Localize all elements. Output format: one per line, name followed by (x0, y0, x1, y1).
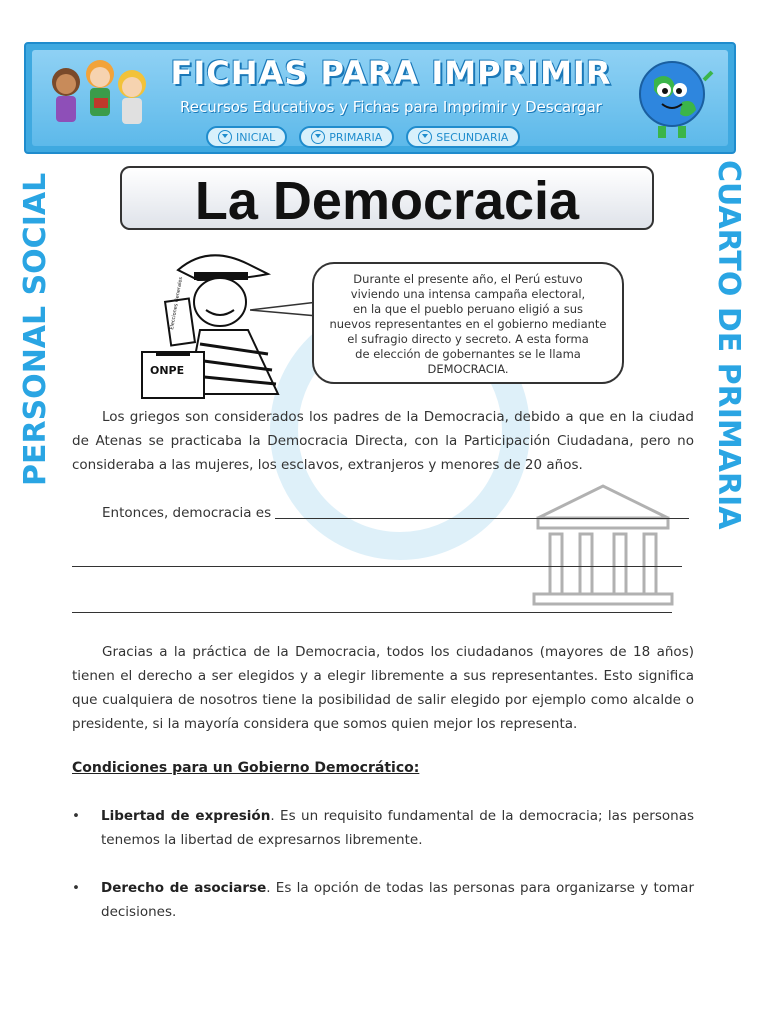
bubble-tail (250, 300, 320, 320)
nav-primaria[interactable] (299, 126, 394, 148)
page-title: La Democracia (194, 171, 580, 231)
nav-inicial[interactable] (206, 126, 287, 148)
bubble-line: Durante el presente año, el Perú estuvo (353, 272, 583, 286)
nav-label: PRIMARIA (329, 130, 383, 144)
banner-subtitle: Recursos Educativos y Fichas para Imprimir y Descargar (180, 98, 602, 116)
kids-illustration (38, 52, 156, 144)
bullet-icon: • (72, 880, 80, 896)
speech-bubble (312, 262, 624, 384)
conditions-heading: Condiciones para un Gobierno Democrático: (72, 760, 420, 776)
header-banner (24, 42, 736, 154)
bullet-text: . Es un requisito fundamental de la democracia; las personas tenemos la libertad de expresarnos libremente. (101, 808, 694, 848)
bullet-text: . Es la opción de todas las personas para organizarse y tomar decisiones. (101, 880, 694, 920)
answer-line[interactable] (275, 518, 689, 519)
side-label-right (704, 160, 750, 530)
grade-label: CUARTO DE PRIMARIA (711, 160, 746, 530)
title-box (120, 166, 654, 230)
bubble-line: DEMOCRACIA. (427, 362, 509, 376)
banner-nav (206, 126, 626, 148)
nav-secundaria[interactable] (406, 126, 520, 148)
bubble-line: el sufragio directo y secreto. A esta forma (347, 332, 589, 346)
ballot-box-label: ONPE (150, 364, 185, 377)
definition-prompt: Entonces, democracia es (102, 505, 272, 521)
bubble-line: viviendo una intensa campaña electoral, (350, 287, 586, 301)
temple-illustration (528, 478, 678, 608)
answer-line[interactable] (72, 612, 672, 613)
list-item (72, 804, 694, 852)
bullet-term: Libertad de expresión (101, 808, 271, 824)
bullet-icon: • (72, 808, 80, 824)
globe-mascot-icon (624, 50, 720, 146)
arrow-down-icon (218, 130, 232, 144)
answer-line[interactable] (72, 566, 682, 567)
bubble-line: de elección de gobernantes se le llama (355, 347, 581, 361)
bubble-line: nuevos representantes en el gobierno mediante (329, 317, 607, 331)
nav-label: INICIAL (236, 130, 276, 144)
side-label-left (14, 160, 60, 490)
nav-label: SECUNDARIA (436, 130, 509, 144)
voter-illustration (138, 244, 318, 402)
paragraph-citizens: Gracias a la práctica de la Democracia, todos los ciudadanos (mayores de 18 años) tienen el derecho a ser elegidos y a elegir libremente a sus representantes. Esto significa que cualquiera de nosotros tiene la posibilidad de salir elegido por ejemplo como alcalde o presidente, si la mayoría considera que somos quien mejor los representa. (72, 644, 694, 732)
bubble-line: en la que el pueblo peruano eligió a sus (352, 302, 584, 316)
card-label: Elecciones Generales (169, 276, 185, 331)
list-item (72, 876, 694, 924)
subject-label: PERSONAL SOCIAL (18, 172, 53, 486)
arrow-down-icon (418, 130, 432, 144)
banner-title: FICHAS PARA IMPRIMIR (170, 54, 612, 92)
paragraph-greeks: Los griegos son considerados los padres de la Democracia, debido a que en la ciudad de Atenas se practicaba la Democracia Directa, con la Participación Ciudadana, pero no consideraba a las mujeres, los esclavos, extranjeros y menores de 20 años. (72, 409, 694, 473)
bullet-term: Derecho de asociarse (101, 880, 267, 896)
arrow-down-icon (311, 130, 325, 144)
